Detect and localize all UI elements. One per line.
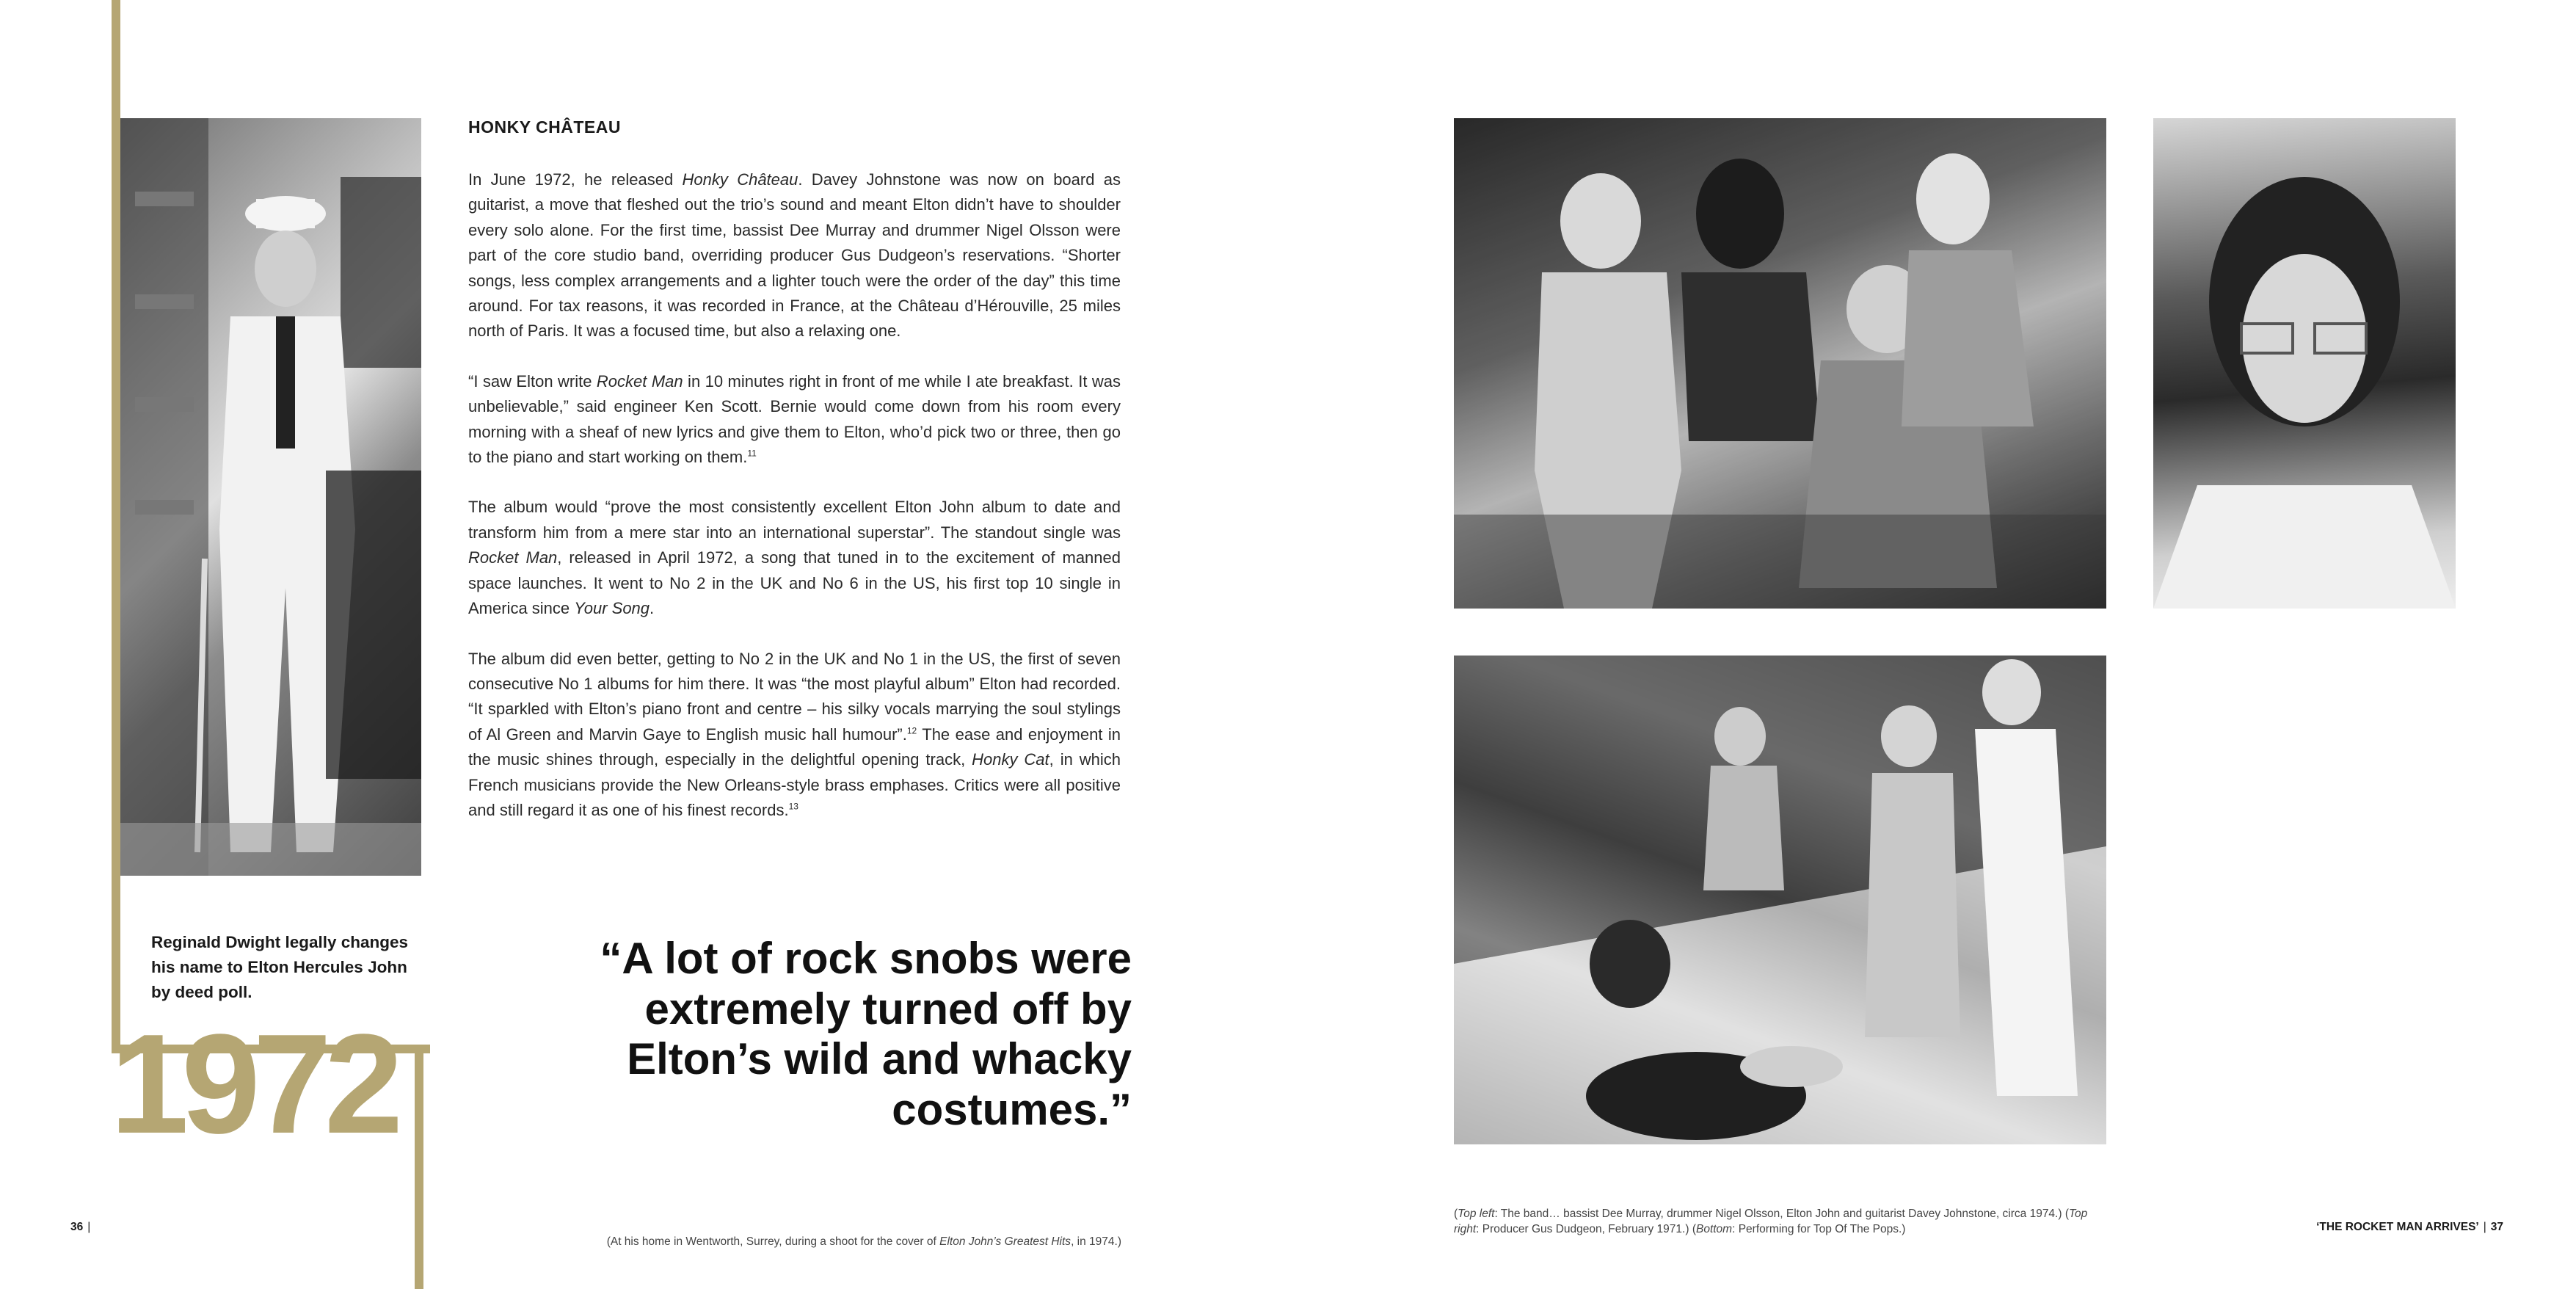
photo-caption-left: (At his home in Wentworth, Surrey, during a shoot for the cover of Elton John’s Greatest Hits, in 1974.) (606, 1235, 1121, 1248)
photo-band (1454, 118, 2106, 609)
photo-elton-at-home (120, 118, 421, 876)
footnote-ref: 11 (747, 448, 757, 459)
photo-gus-dudgeon-illustration (2153, 118, 2456, 609)
photo-gus-dudgeon (2153, 118, 2456, 609)
page-number-right: ‘THE ROCKET MAN ARRIVES’ | 37 (2316, 1221, 2503, 1233)
paragraph: The album would “prove the most consistently excellent Elton John album to date and transform him from a mere star into an international superstar”. The standout single was Rocket Man, released in April 1972, a song that tuned in to the excitement of manned space launches. It went to No 2 in the UK and No 6 in the US, his first top 10 single in America since Your Song. (468, 498, 1121, 618)
timeline-year: 1972 (110, 1004, 396, 1163)
photo-elton-at-home-illustration (120, 118, 421, 876)
timeline-fact: Reginald Dwight legally changes his name to Elton Hercules John by deed poll. (151, 933, 409, 1001)
paragraph: In June 1972, he released Honky Château. Davey Johnstone was now on board as guitarist, a move that fleshed out the trio’s sound and meant Elton didn’t have to shoulder every solo alone. For the first time, bassist Dee Murray and drummer Nigel Olsson were part of the core studio band, overriding producer Gus Dudgeon’s reservations. “Shorter songs, less complex arrangements and a lighter touch were the order of the day” this time around. For tax reasons, it was recorded in France, at the Château d’Hérouville, 25 miles north of Paris. It was a focused time, but also a relaxing one. (468, 170, 1121, 341)
section-title: HONKY CHÂTEAU (468, 117, 621, 137)
paragraph: The album did even better, getting to No 2 in the UK and No 1 in the US, the first of seven consecutive No 1 albums for him there. It was “the most playful album” Elton had recorded. “It sparkled with Elton’s piano front and centre – his silky vocals marrying the soul stylings of Al Green and Marvin Gaye to English music hall humour”.$^{12}$ The ease and enjoyment in the music shines through, especially in the delightful opening track, Honky Cat, in which French musicians provide the New Orleans-style brass emphases. Critics were all positive and still regard it as one of his finest records.$^{13}$ (468, 649, 1121, 819)
gold-rule-vertical (112, 0, 120, 1053)
footnote-ref: 12 (906, 725, 917, 736)
paragraph: “I saw Elton write Rocket Man in 10 minutes right in front of me while I ate breakfast. It was unbelievable,” said engineer Ken Scott. Bernie would come down from his room every morning with a sheaf of new lyrics and give them to Elton, who’d pick two or three, then go to the piano and start working on them.$^{11}$ (468, 371, 1121, 467)
running-head: ‘THE ROCKET MAN ARRIVES’ (2316, 1221, 2479, 1233)
pull-quote: “A lot of rock snobs were extremely turned off by Elton’s wild and whacky costumes.” (600, 934, 1132, 1134)
photo-band-illustration (1454, 118, 2106, 609)
photo-caption-right: (Top left: The band… bassist Dee Murray, drummer Nigel Olsson, Elton John and guitarist Davey Johnstone, circa 1974.) (Top right: Producer Gus Dudgeon, February 1971.) (Bottom: Performing for Top Of The Pops.) (1454, 1208, 2088, 1235)
photo-top-of-the-pops (1454, 656, 2106, 1144)
photo-top-of-the-pops-illustration (1454, 656, 2106, 1144)
footnote-ref: 13 (788, 801, 798, 812)
page-number-left: 36 | (70, 1221, 91, 1233)
body-text (468, 167, 1121, 848)
